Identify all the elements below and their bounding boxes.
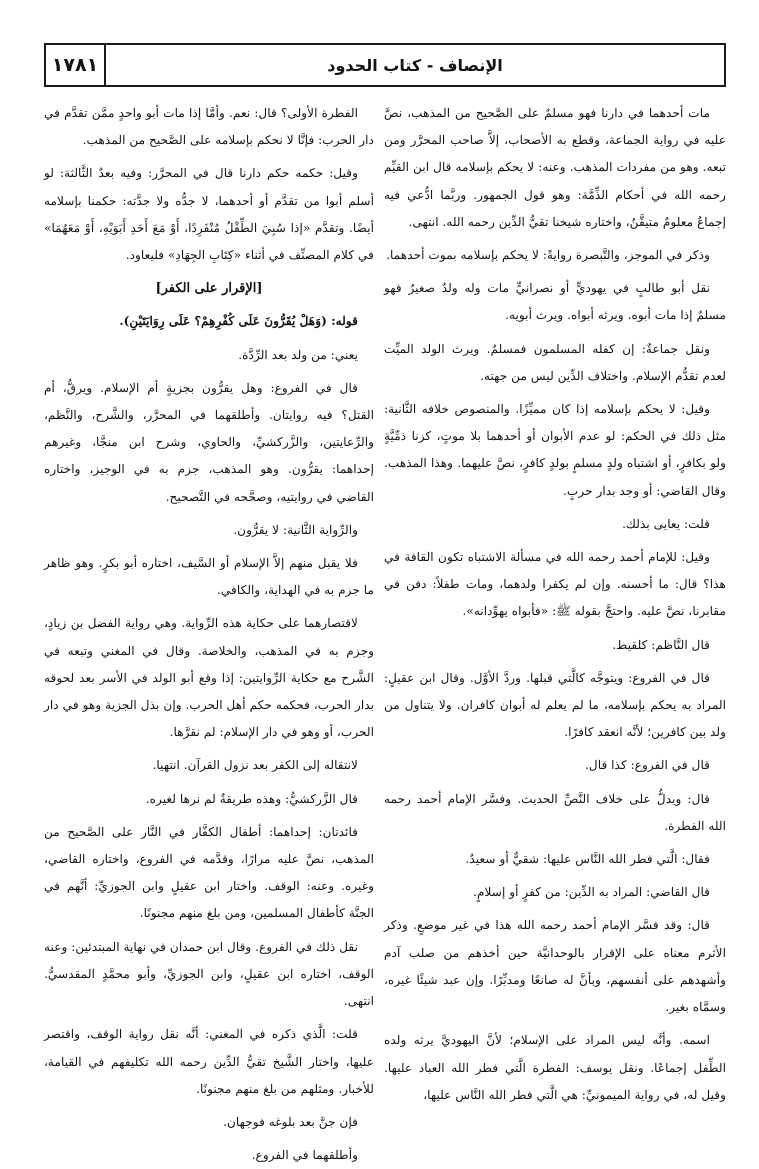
paragraph: وقيل: حكمه حكم دارنا قال في المحرَّر: وفيه بعدٌ الثَّالثة: لو أسلم أبوا من تقدَّم أو أحدهما، لا جدُّه ولا جدَّته: حكمنا بإسلامه أيضًا. وتقدَّم «إذا سُبِيَ الطِّفْلُ مُنْفَرِدًا، أَوْ مَعَ أَحَدِ أَبَوَيْهِ، أَوْ مَعَهُمَا» في كلام المصنِّف في أثناء «كِتَابِ الجِهَادِ» فليعاود. <box>44 166 374 263</box>
paragraph: لاقتصارهما على حكاية هذه الرِّواية. وهي رواية الفضل بن زيادٍ، وجزم به في المذهب، والخلاصة. وقال في المغني وتبعه في الشَّرح مع حكاية الرِّوايتين: إذا وقع أبو الولد في الأسر بعد لحوقه بدار الحرب، فحكمه حكم أهل الحرب. وإن بذل الجزية وهو في دار الحرب، أو وهو في دار الإسلام: لم نقرَّها. <box>44 616 374 740</box>
paragraph: قال القاضي: المراد به الدِّين: من كفرٍ أو إسلامٍ. <box>473 885 710 900</box>
paragraph: قال النَّاظم: كلقيط. <box>612 637 710 652</box>
paragraph: يعني: من ولد بعد الرِّدَّة. <box>238 347 358 362</box>
section-heading: [الإقرار على الكفر] <box>155 281 263 297</box>
paragraph: فإن جنَّ بعد بلوغه فوجهان. <box>223 1114 358 1129</box>
paragraph: الفطرة الأولى؟ قال: نعم. وأمَّا إذا مات أبو واحدٍ ممَّن تقدَّم في دار الحرب: فإنَّا لا نحكم بإسلامه على الصَّحيح من المذهب. <box>44 106 374 148</box>
paragraph: قال في الفروع: ويتوجَّه كالَّتي قبلها. وردَّ الأوَّل. وقال ابن عقيلٍ: المراد به يحكم بإسلامه، ما لم يعلم له أبوان كافران. ولا يتناول من ولد بين كافرين؛ لأنَّه انعقد كافرًا. <box>384 670 726 740</box>
paragraph: وقيل: للإمام أحمد رحمه الله في مسألة الاشتباه تكون القافة في هذا؟ قال: ما أحسنه. وإن لم يكفرا ولدهما، ومات طفلاً: دفن في مقابرنا، نصَّ عليه. واحتجَّ بقوله ﷺ: «فأبواه يهوِّدانه». <box>384 550 726 619</box>
running-title: الإنصاف - كتاب الحدود <box>327 55 503 75</box>
paragraph: فقال: الَّتي فطر الله النَّاس عليها: شقيٌّ أو سعيدٌ. <box>465 852 710 867</box>
paragraph: قال: وقد فسَّر الإمام أحمد رحمه الله هذا في غير موضعٍ. وذكر الأثرم معناه على الإقرار بالوحدانيَّة حين أخذهم من صلب آدم وأشهدهم على أنفسهم، وبأنَّ له صانعًا ومدبِّرًا. وإن عبد شيئًا غيره، وسمَّاه بغير. <box>384 918 726 1015</box>
paragraph: مات أحدهما في دارنا فهو مسلمٌ على الصَّحيح من المذهب، نصَّ عليه في رواية الجماعة، وقطع به الأصحاب، إلاَّ صاحب المحرَّر ومن تبعه. وهو من مفردات المذهب. وعنه: لا يحكم بإسلامه قال ابن القيِّم رحمه الله في أحكام الذِّمَّة: وهو قول الجمهور. وربَّما ادُّعي فيه إجماعٌ معلومٌ متيقَّنٌ، واختاره شيخنا تقيُّ الدِّين رحمه الله. انتهى. <box>384 106 726 229</box>
paragraph: ونقل جماعةٌ: إن كفله المسلمون فمسلمٌ. ويرث الولد الميِّت لعدم تقدُّم الإسلام. واختلاف الدِّين ليس من جهته. <box>384 341 726 383</box>
paragraph: قال: ويدلُّ على خلاف النَّصِّ الحديث. وفسَّر الإمام أحمد رحمه الله الفطرة. <box>384 791 726 833</box>
page-header <box>44 43 726 87</box>
paragraph: قلت: الَّذي ذكره في المغني: أنَّه نقل رواية الوقف، واقتصر عليها، واختار الشَّيخ تقيُّ الدِّين رحمه الله تكليفهم في القيامة، للأخبار. ومثلهم من بلغ منهم مجنونًا. <box>44 1027 374 1096</box>
right-column <box>384 100 726 1102</box>
paragraph: وأطلقهما في الفروع. <box>251 1148 358 1163</box>
matn-quote: قوله: (وَهَلْ يُقَرُّونَ عَلَى كُفْرِهِمْ؟ عَلَى رِوَايَتَيْنِ). <box>119 314 358 329</box>
paragraph: لانتقاله إلى الكفر بعد نزول القرآن. انتهيا. <box>152 758 358 773</box>
paragraph: فائدتان: إحداهما: أطفال الكفَّار في النَّار على الصَّحيح من المذهب، نصَّ عليه مرارًا، وقدَّمه في الفروع، واختاره القاضي، وغيره. وعنه: الوقف. واختار ابن عقيلٍ وابن الجوزيِّ: أنَّهم في الجنَّة كأطفال المسلمين، ومن بلغ منهم مجنونًا. <box>44 824 374 921</box>
paragraph: وقيل: لا يحكم بإسلامه إذا كان مميِّزًا. والمنصوص خلافه الثَّانية: مثل ذلك في الحكم: لو عدم الأبوان أو أحدهما بلا موتٍ، كزنا ذمِّيَّةٍ ولو بكافرٍ، أو اشتباه ولدٍ مسلمٍ بولدٍ كافرٍ، نصَّ عليهما. وهذا المذهب. وقال القاضي: أو وجد بدار حربٍ. <box>384 402 726 498</box>
paragraph: فلا يقبل منهم إلاَّ الإسلام أو السَّيف، اختاره أبو بكرٍ. وهو ظاهر ما جزم به في الهداية، والكافي. <box>44 556 374 598</box>
paragraph: والرِّواية الثَّانية: لا يقرُّون. <box>233 522 358 537</box>
paragraph: اسمه. وأنَّه ليس المراد على الإسلام؛ لأنَّ اليهوديَّ يرثه ولده الطِّفل إجماعًا. ونقل يوسف: الفطرة الَّتي فطر الله العباد عليها. وقيل له، في رواية الميمونيِّ: هي الَّتي فطر الله النَّاس عليها، <box>384 1033 726 1102</box>
paragraph: نقل أبو طالبٍ في يهوديٍّ أو نصرانيٍّ مات وله ولدٌ صغيرٌ فهو مسلمٌ إذا مات أبوه. ويرثه أبواه. ويرث أبويه. <box>384 281 726 323</box>
paragraph: قال في الفروع: وهل يقرُّون بجزيةٍ أم الإسلام. ويرقُّ، أم القتل؟ فيه روايتان. وأطلقهما في المحرَّر، والشَّرح، والنَّظم، والرِّعايتين، والزَّركشيِّ، والحاوي، وشرح ابن منجَّا، وغيرهم إحداهما: يقرُّون. وهو المذهب، جزم به في الوجيز، واختاره القاضي في روايتيه، وصحَّحه في التَّصحيح. <box>44 380 374 504</box>
left-column <box>44 100 374 1163</box>
paragraph: قلت: يعايى بذلك. <box>622 516 710 531</box>
paragraph: وذكر في الموجز، والتَّبصرة روايةً: لا يحكم بإسلامه بموت أحدهما. <box>386 248 710 263</box>
paragraph: نقل ذلك في الفروع. وقال ابن حمدان في نهاية المبتدئين: وعنه الوقف، اختاره ابن عقيلٍ، وابن الجوزيِّ، وأبو محمَّدٍ المقدسيُّ. انتهى. <box>44 939 374 1009</box>
page-number: ١٧٨١ <box>51 54 99 76</box>
paragraph: قال الزَّركشيُّ: وهذه طريقةٌ لم نرها لغيره. <box>145 791 358 806</box>
paragraph: قال في الفروع: كذا قال. <box>585 758 710 773</box>
